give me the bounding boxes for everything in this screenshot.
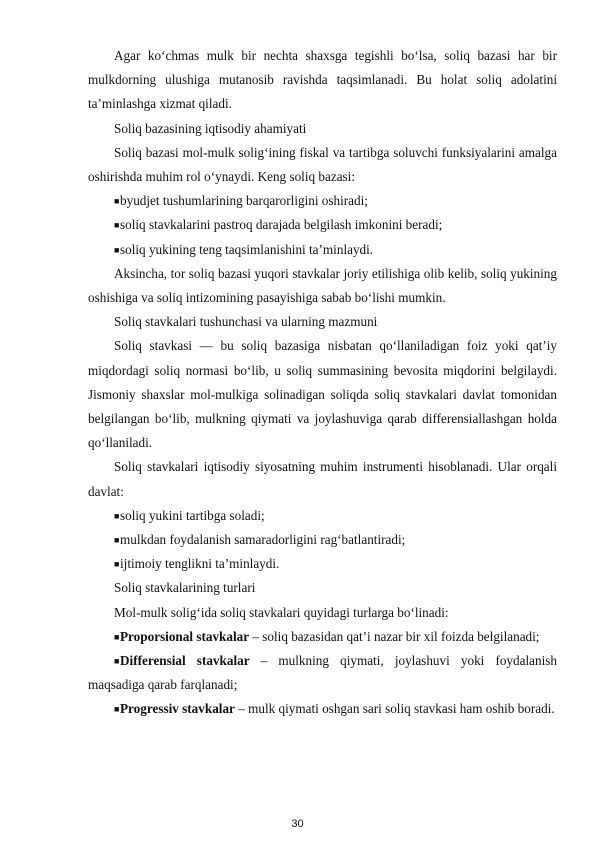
list-item: ■Proporsional stavkalar – soliq bazasidan qat’i nazar bir xil foizda belgilanadi; (88, 625, 557, 649)
bullet-icon: ■ (114, 656, 120, 667)
term-proportional: Proporsional stavkalar (120, 628, 250, 644)
bullet-icon: ■ (114, 559, 120, 570)
list-item: ■mulkdan foydalanish samaradorligini rag‘batlantiradi; (88, 528, 557, 552)
paragraph-intro: Agar ko‘chmas mulk bir nechta shaxsga tegishli bo‘lsa, soliq bazasi har bir mulkdorning ulushiga mutanosib ravishda taqsimlanadi. Bu holat soliq adolatini ta’minlashga xizmat qiladi. (88, 48, 557, 112)
paragraph-tax-rate-types-intro: Mol-mulk solig‘ida soliq stavkalari quyidagi turlarga bo‘linadi: (114, 604, 449, 620)
bullet-icon: ■ (114, 510, 120, 521)
list-item: ■byudjet tushumlarining barqarorligini oshiradi; (88, 189, 557, 213)
term-differential: Differensial stavkalar (120, 653, 250, 669)
document-page (88, 44, 557, 722)
list-item: ■Progressiv stavkalar – mulk qiymati oshgan sari soliq stavkasi ham oshib boradi. (88, 697, 557, 721)
heading-tax-rates-concept: Soliq stavkalari tushunchasi va ularning mazmuni (114, 314, 378, 330)
list-item: ■soliq stavkalarini pastroq darajada belgilash imkonini beradi; (88, 213, 557, 237)
paragraph-tax-rate-instrument: Soliq stavkalari iqtisodiy siyosatning muhim instrumenti hisoblanadi. Ular orqali davlat: (88, 459, 557, 499)
page-number: 30 (291, 818, 304, 830)
list-item: ■soliq yukini tartibga soladi; (88, 504, 557, 528)
bullet-icon: ■ (114, 220, 120, 231)
paragraph-tax-base-role: Soliq bazasi mol-mulk solig‘ining fiskal va tartibga soluvchi funksiyalarini amalga oshirishda muhim rol o‘ynaydi. Keng soliq bazasi: (88, 144, 557, 185)
paragraph-contrary: Aksincha, tor soliq bazasi yuqori stavkalar joriy etilishiga olib kelib, soliq yukining oshishiga va soliq intizomining pasayishiga sabab bo‘lishi mumkin. (88, 265, 557, 306)
term-progressive: Progressiv stavkalar (120, 701, 235, 717)
bullet-icon: ■ (114, 535, 120, 546)
list-item: ■Differensial stavkalar – mulkning qiymati, joylashuvi yoki foydalanish maqsadiga qarab farqlanadi; (88, 649, 557, 697)
heading-tax-base-significance: Soliq bazasining iqtisodiy ahamiyati (114, 120, 307, 136)
bullet-icon: ■ (114, 704, 120, 715)
bullet-icon: ■ (114, 196, 120, 207)
list-item: ■soliq yukining teng taqsimlanishini ta’minlaydi. (88, 238, 557, 262)
bullet-icon: ■ (114, 244, 120, 255)
bullet-icon: ■ (114, 631, 120, 642)
list-item: ■ijtimoiy tenglikni ta’minlaydi. (88, 552, 557, 576)
paragraph-tax-rate-definition: Soliq stavkasi — bu soliq bazasiga nisbatan qo‘llaniladigan foiz yoki qat’iy miqdordagi soliq normasi bo‘lib, u soliq summasining bevosita miqdorini belgilaydi. Jismoniy shaxslar mol-mulkiga solinadigan soliqda soliq stavkalari davlat tomonidan belgilangan bo‘lib, mulkning qiymati va joylashuviga qarab differensiallashgan holda qo‘llaniladi. (88, 338, 557, 451)
heading-tax-rate-types: Soliq stavkalarining turlari (114, 580, 256, 596)
